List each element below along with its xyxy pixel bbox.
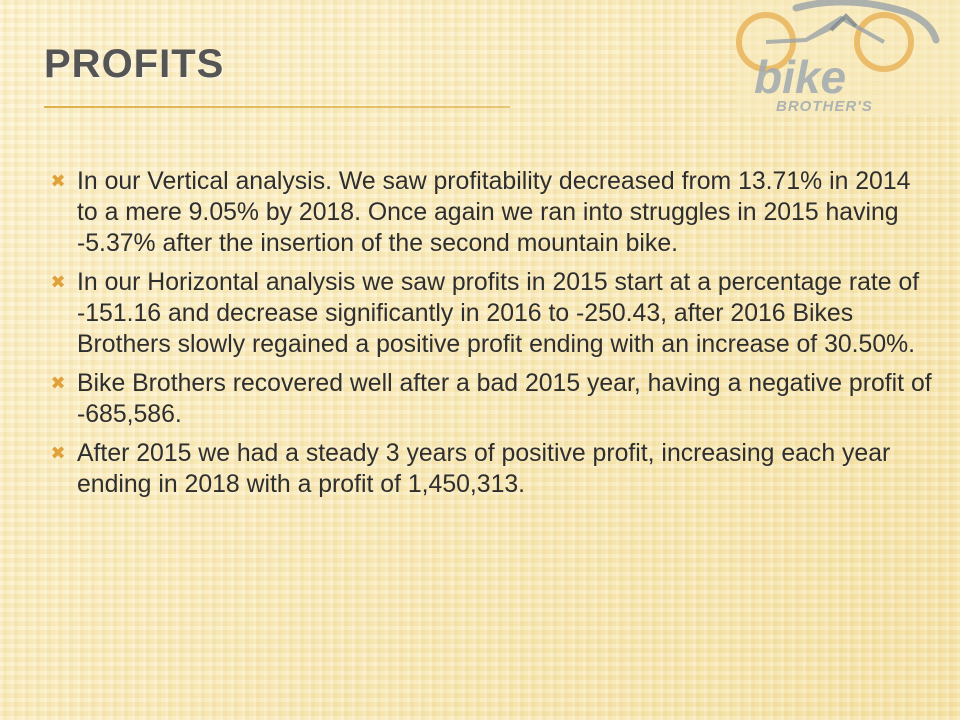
x-mark-icon: ✖ — [50, 373, 66, 393]
logo-subtitle: BROTHER'S — [776, 98, 873, 115]
slide-title: PROFITS — [44, 42, 225, 86]
x-mark-icon: ✖ — [50, 443, 66, 463]
bullet-list — [44, 166, 932, 508]
bike-brothers-logo — [736, 0, 960, 115]
bullet-text: In our Horizontal analysis we saw profits in 2015 start at a percentage rate of -151.16 and decrease significantly in 2016 to -250.43, after 2016 Bikes Brothers slowly regained a positive profit ending with an increase of 30.50%. — [77, 269, 920, 358]
logo-word: bike — [754, 51, 847, 103]
bullet-text: In our Vertical analysis. We saw profitability decreased from 13.71% in 2014 to a mere 9.05% by 2018. Once again we ran into struggles in 2015 having -5.37% after the insertion of the second mountain bike. — [77, 168, 911, 257]
title-underline — [44, 106, 510, 108]
x-mark-icon: ✖ — [50, 171, 66, 191]
bullet-text: Bike Brothers recovered well after a bad 2015 year, having a negative profit of -685,586. — [77, 370, 932, 428]
bullet-item — [44, 438, 932, 500]
bullet-item — [44, 368, 932, 430]
bullet-item — [44, 166, 932, 259]
bike-rider-logo-icon — [736, 0, 960, 115]
bullet-text: After 2015 we had a steady 3 years of positive profit, increasing each year ending in 2018 with a profit of 1,450,313. — [77, 440, 891, 498]
bullet-item — [44, 267, 932, 360]
x-mark-icon: ✖ — [50, 272, 66, 292]
